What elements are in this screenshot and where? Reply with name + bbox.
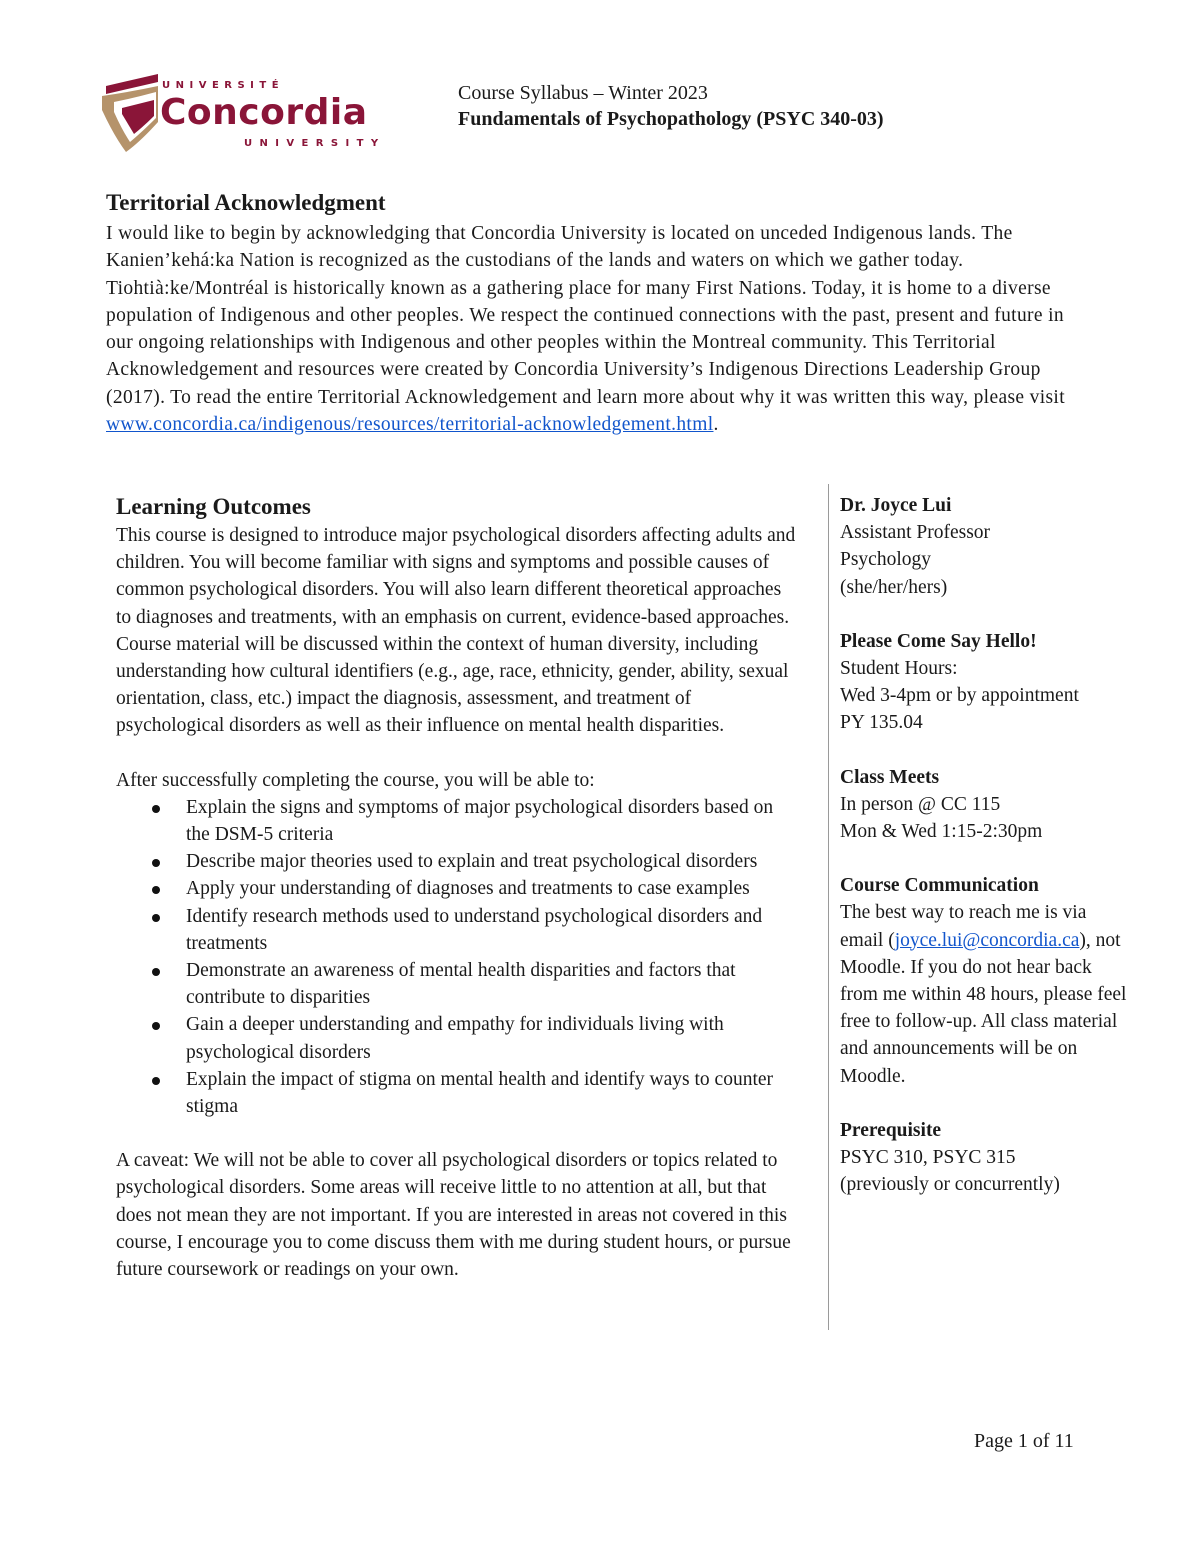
list-item: Demonstrate an awareness of mental health disparities and factors that contribute to disparities [116, 957, 796, 1011]
course-communication [840, 872, 1130, 1090]
instructor-department: Psychology [840, 549, 932, 571]
instructor-pronouns: (she/her/hers) [840, 576, 948, 598]
communication-heading: Course Communication [840, 875, 1039, 897]
column-divider [828, 484, 829, 1330]
bullet-icon [152, 1077, 160, 1085]
caveat-paragraph: A caveat: We will not be able to cover all psychological disorders or topics related to psychological disorders. Some areas will receive little to no attention at all, but that does not mean they are not important. If you are interested in areas not covered in this course, I encourage you to come discuss them with me during student hours, or pursue future coursework or readings on your own. [116, 1150, 791, 1281]
bullet-icon [152, 968, 160, 976]
class-schedule: Mon & Wed 1:15-2:30pm [840, 821, 1043, 843]
class-meets-heading: Class Meets [840, 766, 940, 788]
list-item: Explain the signs and symptoms of major psychological disorders based on the DSM-5 criteria [116, 794, 796, 848]
instructor-title: Assistant Professor [840, 522, 991, 544]
acknowledgment-link[interactable]: www.concordia.ca/indigenous/resources/territorial-acknowledgement.html [106, 414, 714, 436]
course-description: This course is designed to introduce major psychological disorders affecting adults and children. You will become familiar with signs and symptoms and possible causes of common psychological disorders. You will also learn different theoretical approaches to diagnoses and treatments, with an emphasis on current, evidence-based approaches. Course material will be discussed within the context of human diversity, including understanding how cultural identifiers (e.g., age, race, ethnicity, gender, ability, sexual orientation, class, etc.) impact the diagnosis, assessment, and treatment of psychological disorders as well as their influence on mental health disparities. [116, 525, 796, 737]
learning-outcomes-heading: Learning Outcomes [116, 494, 311, 519]
bullet-icon [152, 886, 160, 894]
student-hours-time: Wed 3-4pm or by appointment [840, 685, 1079, 707]
logo-bottom-text: UNIVERSITY [244, 138, 386, 149]
bullet-icon [152, 914, 160, 922]
logo-main-text: Concordia [160, 92, 368, 133]
bullet-icon [152, 1022, 160, 1030]
syllabus-term: Course Syllabus – Winter 2023 [458, 82, 708, 104]
acknowledgment-body: I would like to begin by acknowledging that Concordia University is located on unceded Indigenous lands. The Kanien’kehá:ka Nation is recognized as the custodians of the lands and waters on which we gather today. Tiohtià:ke/Montréal is historically known as a gathering place for many First Nations. Today, it is home to a diverse population of Indigenous and other peoples. We respect the continued connections with the past, present and future in our ongoing relationships with Indigenous and other peoples within the Montreal community. This Territorial Acknowledgement and resources were created by Concordia University’s Indigenous Directions Leadership Group (2017). To read the entire Territorial Acknowledgement and learn more about why it was written this way, please visit www.concordia.ca/indigenous/resources/territorial-acknowledgement.html. [106, 223, 1065, 436]
office-room: PY 135.04 [840, 712, 923, 734]
student-hours [840, 628, 1130, 737]
page-number: Page 1 of 11 [974, 1430, 1074, 1452]
communication-body: The best way to reach me is via email (joyce.lui@concordia.ca), not Moodle. If you do not hear back from me within 48 hours, please feel free to follow-up. All class material and announcements will be on Moodle. [840, 902, 1127, 1087]
class-location: In person @ CC 115 [840, 793, 1001, 815]
instructor-info [840, 492, 1130, 601]
course-title: Fundamentals of Psychopathology (PSYC 340-03) [458, 108, 884, 130]
outcomes-list [116, 794, 796, 1120]
outcomes-lead: After successfully completing the course, you will be able to: [116, 769, 595, 791]
prerequisite-courses: PSYC 310, PSYC 315 [840, 1147, 1016, 1169]
list-item: Describe major theories used to explain and treat psychological disorders [116, 848, 796, 875]
territorial-acknowledgment [106, 188, 1086, 438]
bullet-icon [152, 859, 160, 867]
list-item: Identify research methods used to understand psychological disorders and treatments [116, 903, 796, 957]
instructor-name: Dr. Joyce Lui [840, 495, 952, 516]
learning-outcomes-section [116, 492, 796, 1283]
prerequisite-heading: Prerequisite [840, 1119, 942, 1141]
prerequisite-note: (previously or concurrently) [840, 1174, 1060, 1196]
bullet-icon [152, 805, 160, 813]
logo-top-text: UNIVERSITÉ [162, 80, 285, 91]
list-item: Apply your understanding of diagnoses and treatments to case examples [116, 875, 796, 902]
document-header [458, 80, 884, 132]
student-hours-heading: Please Come Say Hello! [840, 630, 1037, 652]
class-meets [840, 764, 1130, 846]
sidebar [840, 492, 1130, 1225]
list-item: Explain the impact of stigma on mental health and identify ways to counter stigma [116, 1066, 796, 1120]
acknowledgment-heading: Territorial Acknowledgment [106, 190, 386, 215]
student-hours-label: Student Hours: [840, 658, 958, 680]
list-item: Gain a deeper understanding and empathy for individuals living with psychological disorders [116, 1011, 796, 1065]
instructor-email-link[interactable]: joyce.lui@concordia.ca [894, 929, 1080, 951]
prerequisite [840, 1117, 1130, 1199]
